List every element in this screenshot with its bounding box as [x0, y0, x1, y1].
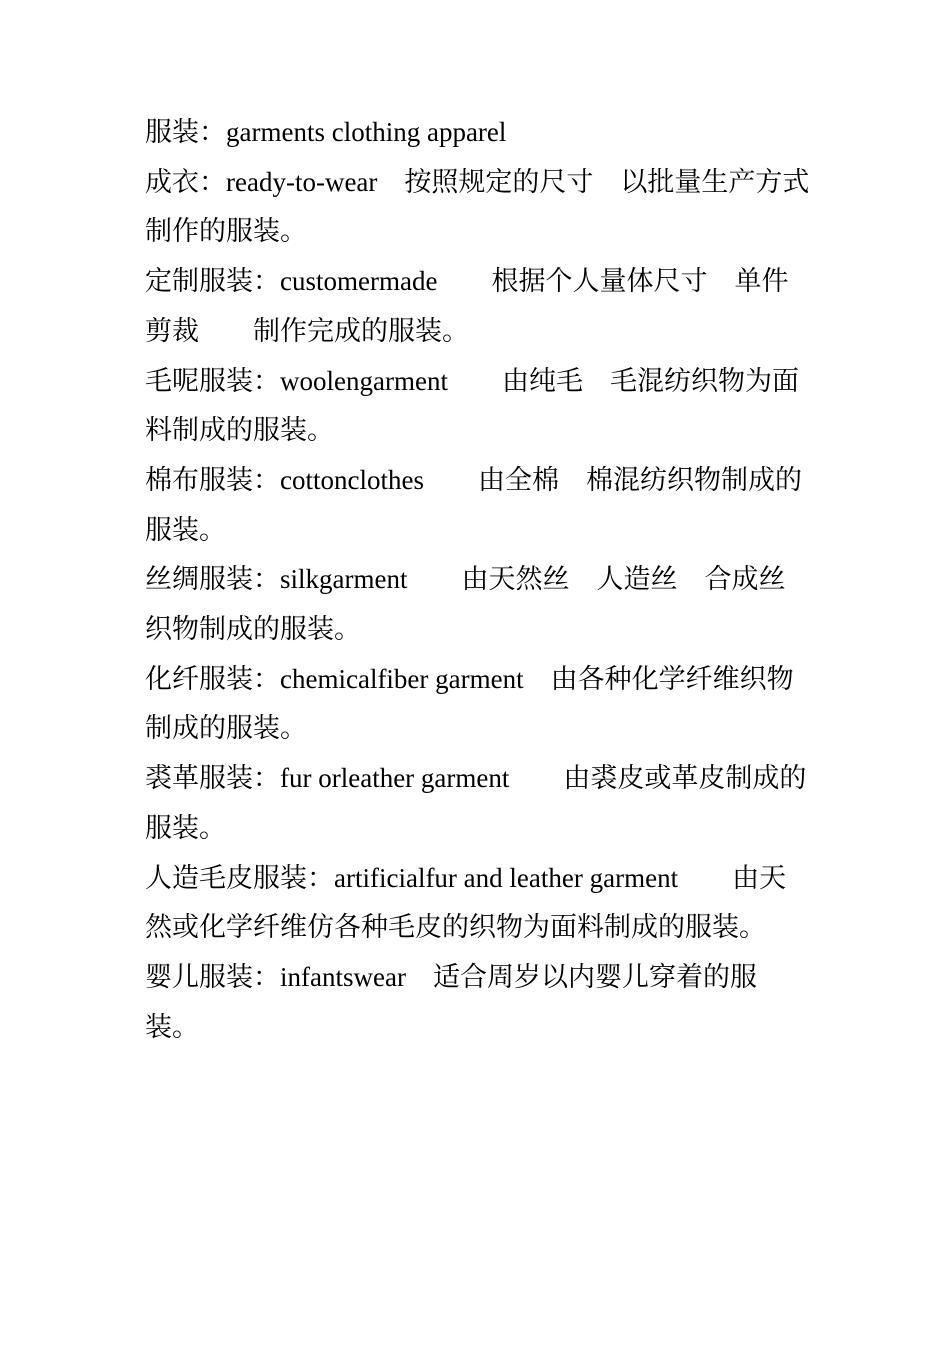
- entry-term: 服装：: [145, 117, 226, 148]
- entry-english: infantswear: [280, 961, 406, 992]
- glossary-entry-garments: [145, 108, 810, 158]
- entry-english: customermade: [280, 266, 438, 297]
- entry-english: artificialfur and leather garment: [334, 862, 679, 893]
- entry-definition: 适合周岁以内婴儿穿着的服装。: [145, 961, 757, 1043]
- entry-definition: 由纯毛 毛混纺织物为面料制成的服装。: [145, 365, 799, 447]
- entry-term: 棉布服装：: [145, 464, 280, 496]
- entry-english: cottonclothes: [280, 464, 424, 495]
- entry-definition: 根据个人量体尺寸 单件剪裁 制作完成的服装。: [145, 266, 789, 347]
- entry-term: 婴儿服装：: [145, 961, 280, 993]
- glossary-entry-infants: [145, 953, 810, 1052]
- entry-english: fur orleather garment: [280, 763, 510, 794]
- entry-term: 丝绸服装：: [145, 564, 280, 596]
- entry-definition: 按照规定的尺寸 以批量生产方式制作的服装。: [145, 166, 810, 248]
- entry-definition: 由裘皮或革皮制成的服装。: [145, 763, 807, 844]
- entry-definition: 由各种化学纤维织物制成的服装。: [145, 663, 794, 745]
- entry-english: silkgarment: [280, 564, 408, 595]
- glossary-entry-cotton: [145, 456, 810, 555]
- glossary-entry-artificial-fur: [145, 854, 810, 953]
- entry-english: garments clothing apparel: [226, 117, 507, 147]
- glossary-text: [145, 108, 810, 1052]
- glossary-entry-silk: [145, 555, 810, 654]
- entry-term: 裘革服装：: [145, 763, 280, 795]
- entry-english: woolengarment: [280, 365, 448, 396]
- glossary-entry-chemical-fiber: [145, 655, 810, 754]
- entry-definition: 由天然或化学纤维仿各种毛皮的织物为面料制成的服装。: [145, 862, 787, 944]
- entry-term: 定制服装：: [145, 266, 280, 298]
- entry-definition: 由全棉 棉混纺织物制成的服装。: [145, 464, 802, 546]
- entry-definition: 由天然丝 人造丝 合成丝织物制成的服装。: [145, 564, 786, 646]
- entry-term: 人造毛皮服装：: [145, 862, 334, 894]
- entry-english: chemicalfiber garment: [280, 663, 524, 694]
- glossary-entry-ready-to-wear: [145, 158, 810, 257]
- glossary-entry-woolen: [145, 357, 810, 456]
- glossary-entry-customermade: [145, 257, 810, 356]
- entry-term: 化纤服装：: [145, 663, 280, 695]
- entry-term: 成衣：: [145, 166, 226, 198]
- entry-english: ready-to-wear: [226, 166, 378, 197]
- glossary-entry-fur-leather: [145, 754, 810, 853]
- entry-term: 毛呢服装：: [145, 365, 280, 397]
